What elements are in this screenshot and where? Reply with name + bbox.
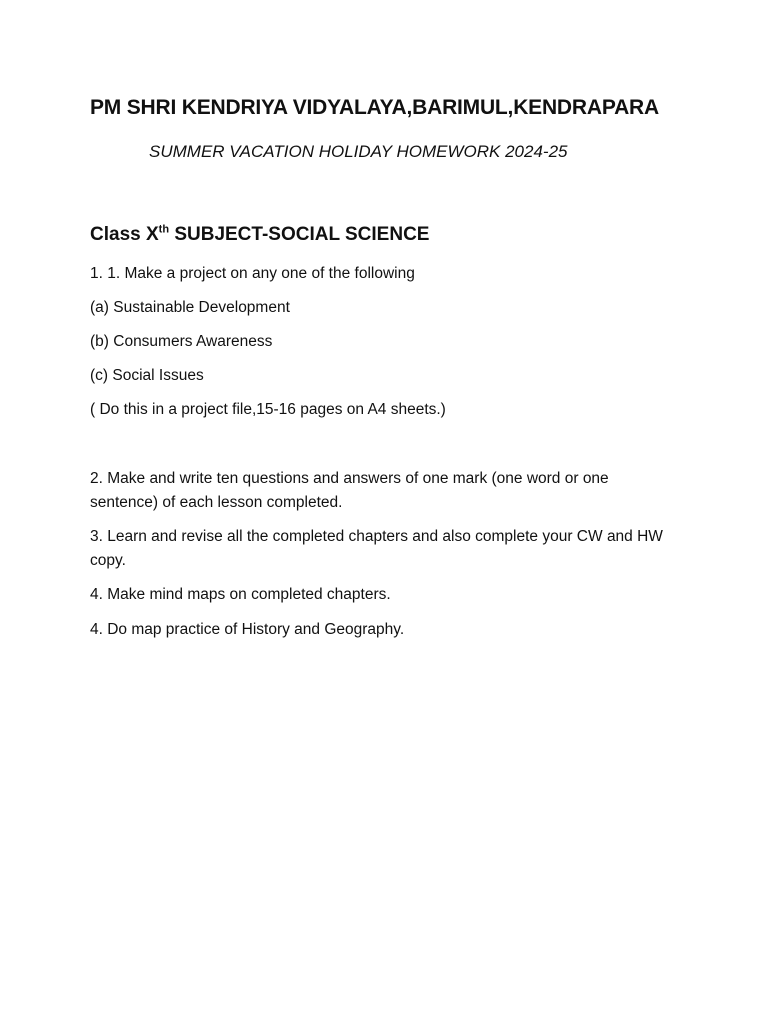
- homework-subtitle: SUMMER VACATION HOLIDAY HOMEWORK 2024-25: [149, 142, 568, 161]
- item-4: 4. Make mind maps on completed chapters.: [90, 586, 391, 603]
- item-3: 3. Learn and revise all the completed chapters and also complete your CW and HW copy.: [90, 528, 663, 569]
- item-1-option-b: (b) Consumers Awareness: [90, 333, 273, 350]
- class-subject-heading: [90, 224, 429, 246]
- item-2: 2. Make and write ten questions and answers of one mark (one word or one sentence) of each lesson completed.: [90, 470, 609, 511]
- item-5: 4. Do map practice of History and Geography.: [90, 621, 405, 638]
- item-1: 1. 1. Make a project on any one of the following: [90, 265, 415, 282]
- school-title: PM SHRI KENDRIYA VIDYALAYA,BARIMUL,KENDRAPARA: [90, 96, 659, 119]
- subject-label: SUBJECT-SOCIAL SCIENCE: [169, 224, 430, 245]
- item-1-option-a: (a) Sustainable Development: [90, 299, 290, 316]
- item-1-note: ( Do this in a project file,15-16 pages on A4 sheets.): [90, 401, 446, 418]
- item-1-option-c: (c) Social Issues: [90, 367, 204, 384]
- class-superscript: th: [158, 223, 170, 236]
- class-label: Class X: [90, 224, 159, 245]
